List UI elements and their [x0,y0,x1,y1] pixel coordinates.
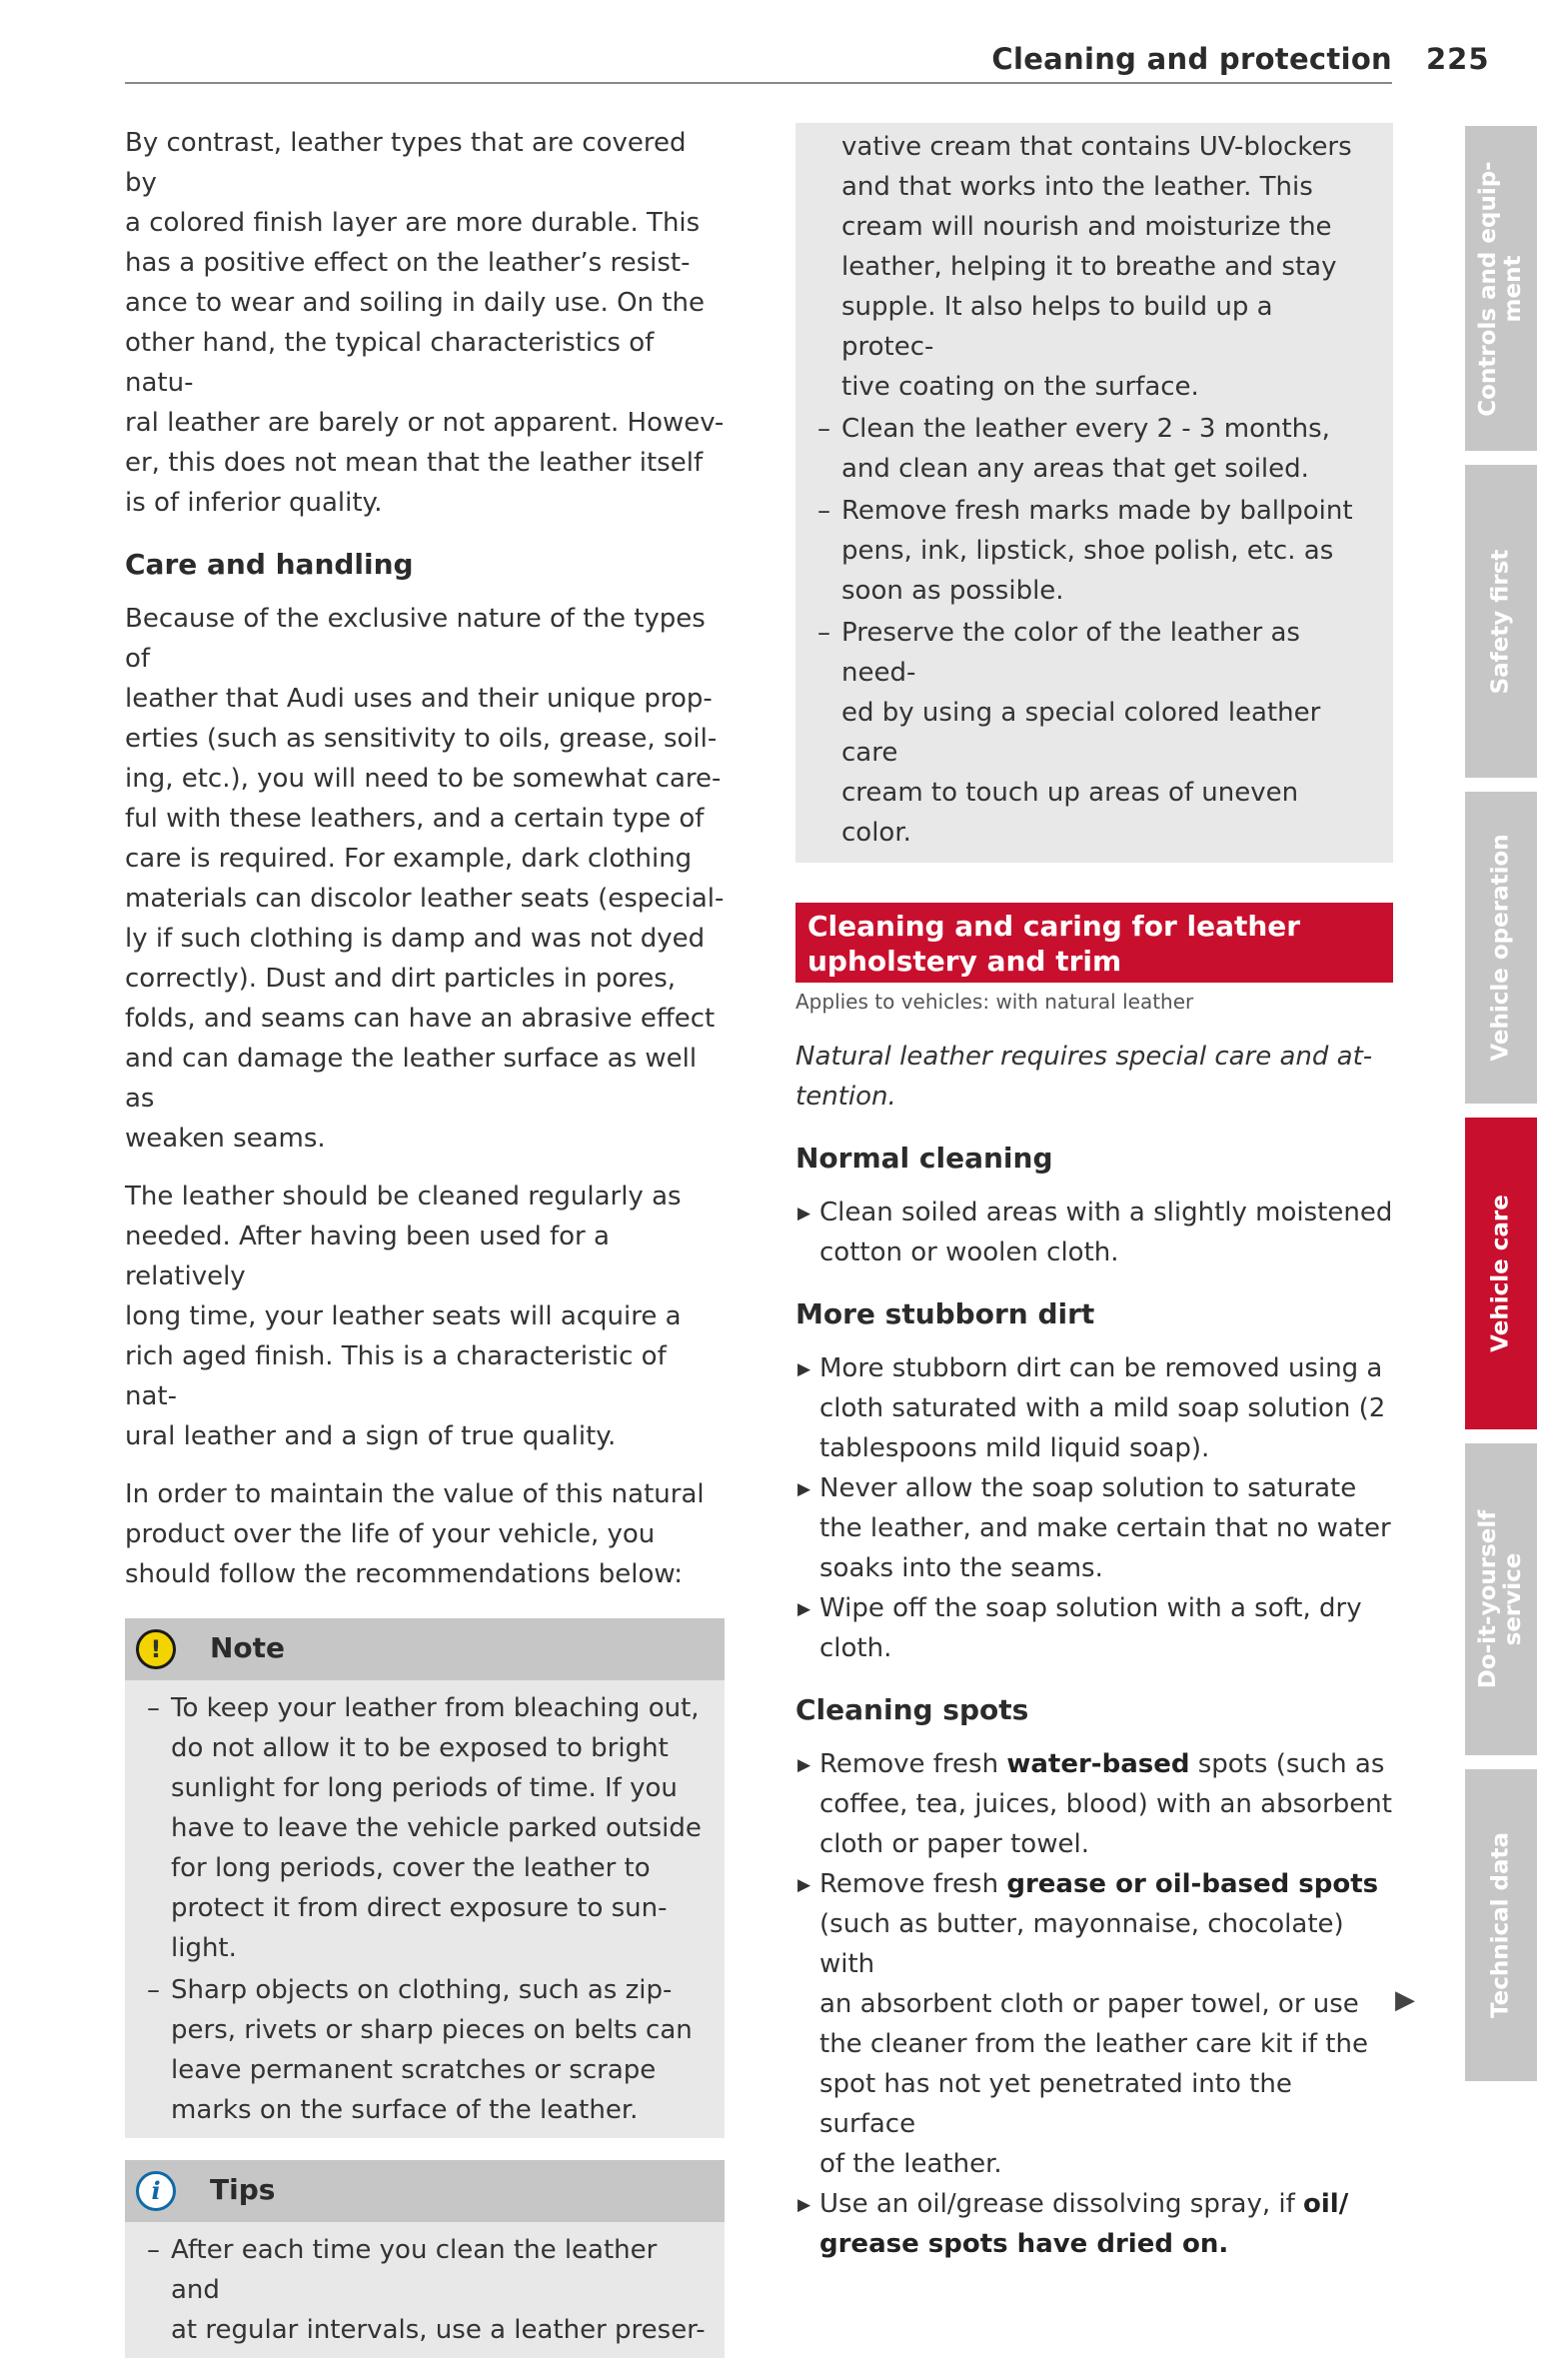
section-title-bar [795,903,1393,983]
note-title: Note [210,1631,286,1664]
tab-label: Vehicle operation [1487,834,1514,1062]
right-column [795,123,1393,2276]
continue-arrow-icon: ▶ [1395,1985,1415,2015]
tab-safety-first[interactable] [1465,465,1537,778]
note-box [125,1618,725,2138]
tips-item: – Clean the leather every 2 - 3 months, and clean any areas that get soiled. [817,409,1373,489]
heading-care-handling: Care and handling [125,548,414,581]
list-item: ▶ Clean soiled areas with a slightly moistened cotton or woolen cloth. [795,1192,1393,1272]
exclamation-icon: ! [136,1629,176,1669]
note-list [147,1688,707,2130]
section-title: Cleaning and caring for leather upholstery and trim [807,910,1301,978]
note-item: – To keep your leather from bleaching out, do not allow it to be exposed to bright sunlight for long periods of time. If you have to leave the vehicle parked outside for long periods, cover the leather to protect it from direct exposure to sun- light. [147,1688,707,1968]
list-item: ▶ Never allow the soap solution to saturate the leather, and make certain that no water soaks into the seams. [795,1468,1393,1588]
tips-box [125,2160,725,2358]
header-title: Cleaning and protection [991,42,1392,76]
tab-vehicle-operation[interactable] [1465,792,1537,1104]
list-item: ▶ Remove fresh water-based spots (such as coffee, tea, juices, blood) with an absorbent cloth or paper towel. [795,1744,1393,1864]
tips-item: – After each time you clean the leather and at regular intervals, use a leather preser- [147,2230,707,2350]
applies-to-note: Applies to vehicles: with natural leather [795,990,1194,1014]
info-icon: i [136,2171,176,2211]
triangle-bullet-icon: ▶ [797,2195,811,2215]
normal-cleaning-list [795,1192,1393,1272]
list-item: ▶ Remove fresh grease or oil-based spots (such as butter, mayonnaise, chocolate) with an absorbent cloth or paper towel, or use the cleaner from the leather care kit if the spot has not yet penetrated into the surface of the leather. [795,1864,1393,2184]
heading-stubborn-dirt: More stubborn dirt [795,1297,1095,1330]
heading-normal-cleaning: Normal cleaning [795,1142,1053,1175]
tips-continued-text: vative cream that contains UV-blockers and that works into the leather. This cream will nourish and moisturize the leather, helping it to breathe and stay supple. It also helps to build up a protec- tive coating on the surface. [841,132,1352,402]
list-item: ▶ Wipe off the soap solution with a soft, dry cloth. [795,1588,1393,1668]
note-box-header [125,1618,725,1680]
tips-list [147,2230,707,2350]
page-header [125,36,1392,84]
list-item: ▶ Use an oil/grease dissolving spray, if oil/ grease spots have dried on. [795,2184,1393,2264]
triangle-bullet-icon: ▶ [797,1203,811,1223]
tips-item: – Preserve the color of the leather as need- ed by using a special colored leather care cream to touch up areas of uneven color. [817,613,1373,853]
triangle-bullet-icon: ▶ [797,1599,811,1619]
tips-box-continued [795,123,1393,863]
paragraph-exclusive-nature: Because of the exclusive nature of the types of leather that Audi uses and their unique prop- erties (such as sensitivity to oils, grease, soil- ing, etc.), you will need to be somewhat care- ful with these leathers, and a certain type of care is required. For example, dark clothing materials can discolor leather seats (especial- ly if such clothing is damp and was not dyed correctly). Dust and dirt particles in pores, folds, and seams can have an abrasive effect and can damage the leather surface as well as weaken seams. [125,604,725,1154]
triangle-bullet-icon: ▶ [797,1875,811,1895]
note-item: – Sharp objects on clothing, such as zip- pers, rivets or sharp pieces on belts can leave permanent scratches or scrape marks on the surface of the leather. [147,1970,707,2130]
triangle-bullet-icon: ▶ [797,1755,811,1775]
paragraph-finish-layer: By contrast, leather types that are covered by a colored finish layer are more durable. This has a positive effect on the leather’s resist- ance to wear and soiling in daily use. On the other hand, the typical characteristics of natu- ral leather are barely or not apparent. Howev- er, this does not mean that the leather itself is of inferior quality. [125,128,725,518]
tab-label: Controls and equip- ment [1475,160,1526,417]
stubborn-dirt-list [795,1348,1393,1668]
list-item: ▶ More stubborn dirt can be removed using a cloth saturated with a mild soap solution (2 tablespoons mild liquid soap). [795,1348,1393,1468]
tab-controls-equipment[interactable] [1465,126,1537,451]
tab-do-it-yourself[interactable] [1465,1443,1537,1755]
cleaning-spots-list [795,1744,1393,2264]
tab-label: Vehicle care [1487,1194,1514,1352]
heading-cleaning-spots: Cleaning spots [795,1693,1029,1726]
paragraph-recommendations: In order to maintain the value of this natural product over the life of your vehicle, you should follow the recommendations below: [125,1479,705,1589]
triangle-bullet-icon: ▶ [797,1359,811,1379]
paragraph-clean-regularly: The leather should be cleaned regularly as needed. After having been used for a relatively long time, your leather seats will acquire a rich aged finish. This is a characteristic of nat- ural leather and a sign of true quality. [125,1182,682,1451]
left-column [125,123,725,2380]
tips-title: Tips [210,2173,276,2206]
tab-label: Technical data [1487,1831,1514,2019]
triangle-bullet-icon: ▶ [797,1479,811,1499]
tips-continued-list [817,409,1373,853]
tips-item: – Remove fresh marks made by ballpoint pens, ink, lipstick, shoe polish, etc. as soon as possible. [817,491,1373,611]
tab-vehicle-care[interactable] [1465,1118,1537,1429]
tab-technical-data[interactable] [1465,1769,1537,2081]
intro-text: Natural leather requires special care and at- tention. [795,1042,1373,1112]
tips-box-header [125,2160,725,2222]
page-number: 225 [1426,42,1490,76]
tab-label: Do-it-yourself service [1475,1509,1526,1689]
tab-label: Safety first [1487,549,1514,694]
